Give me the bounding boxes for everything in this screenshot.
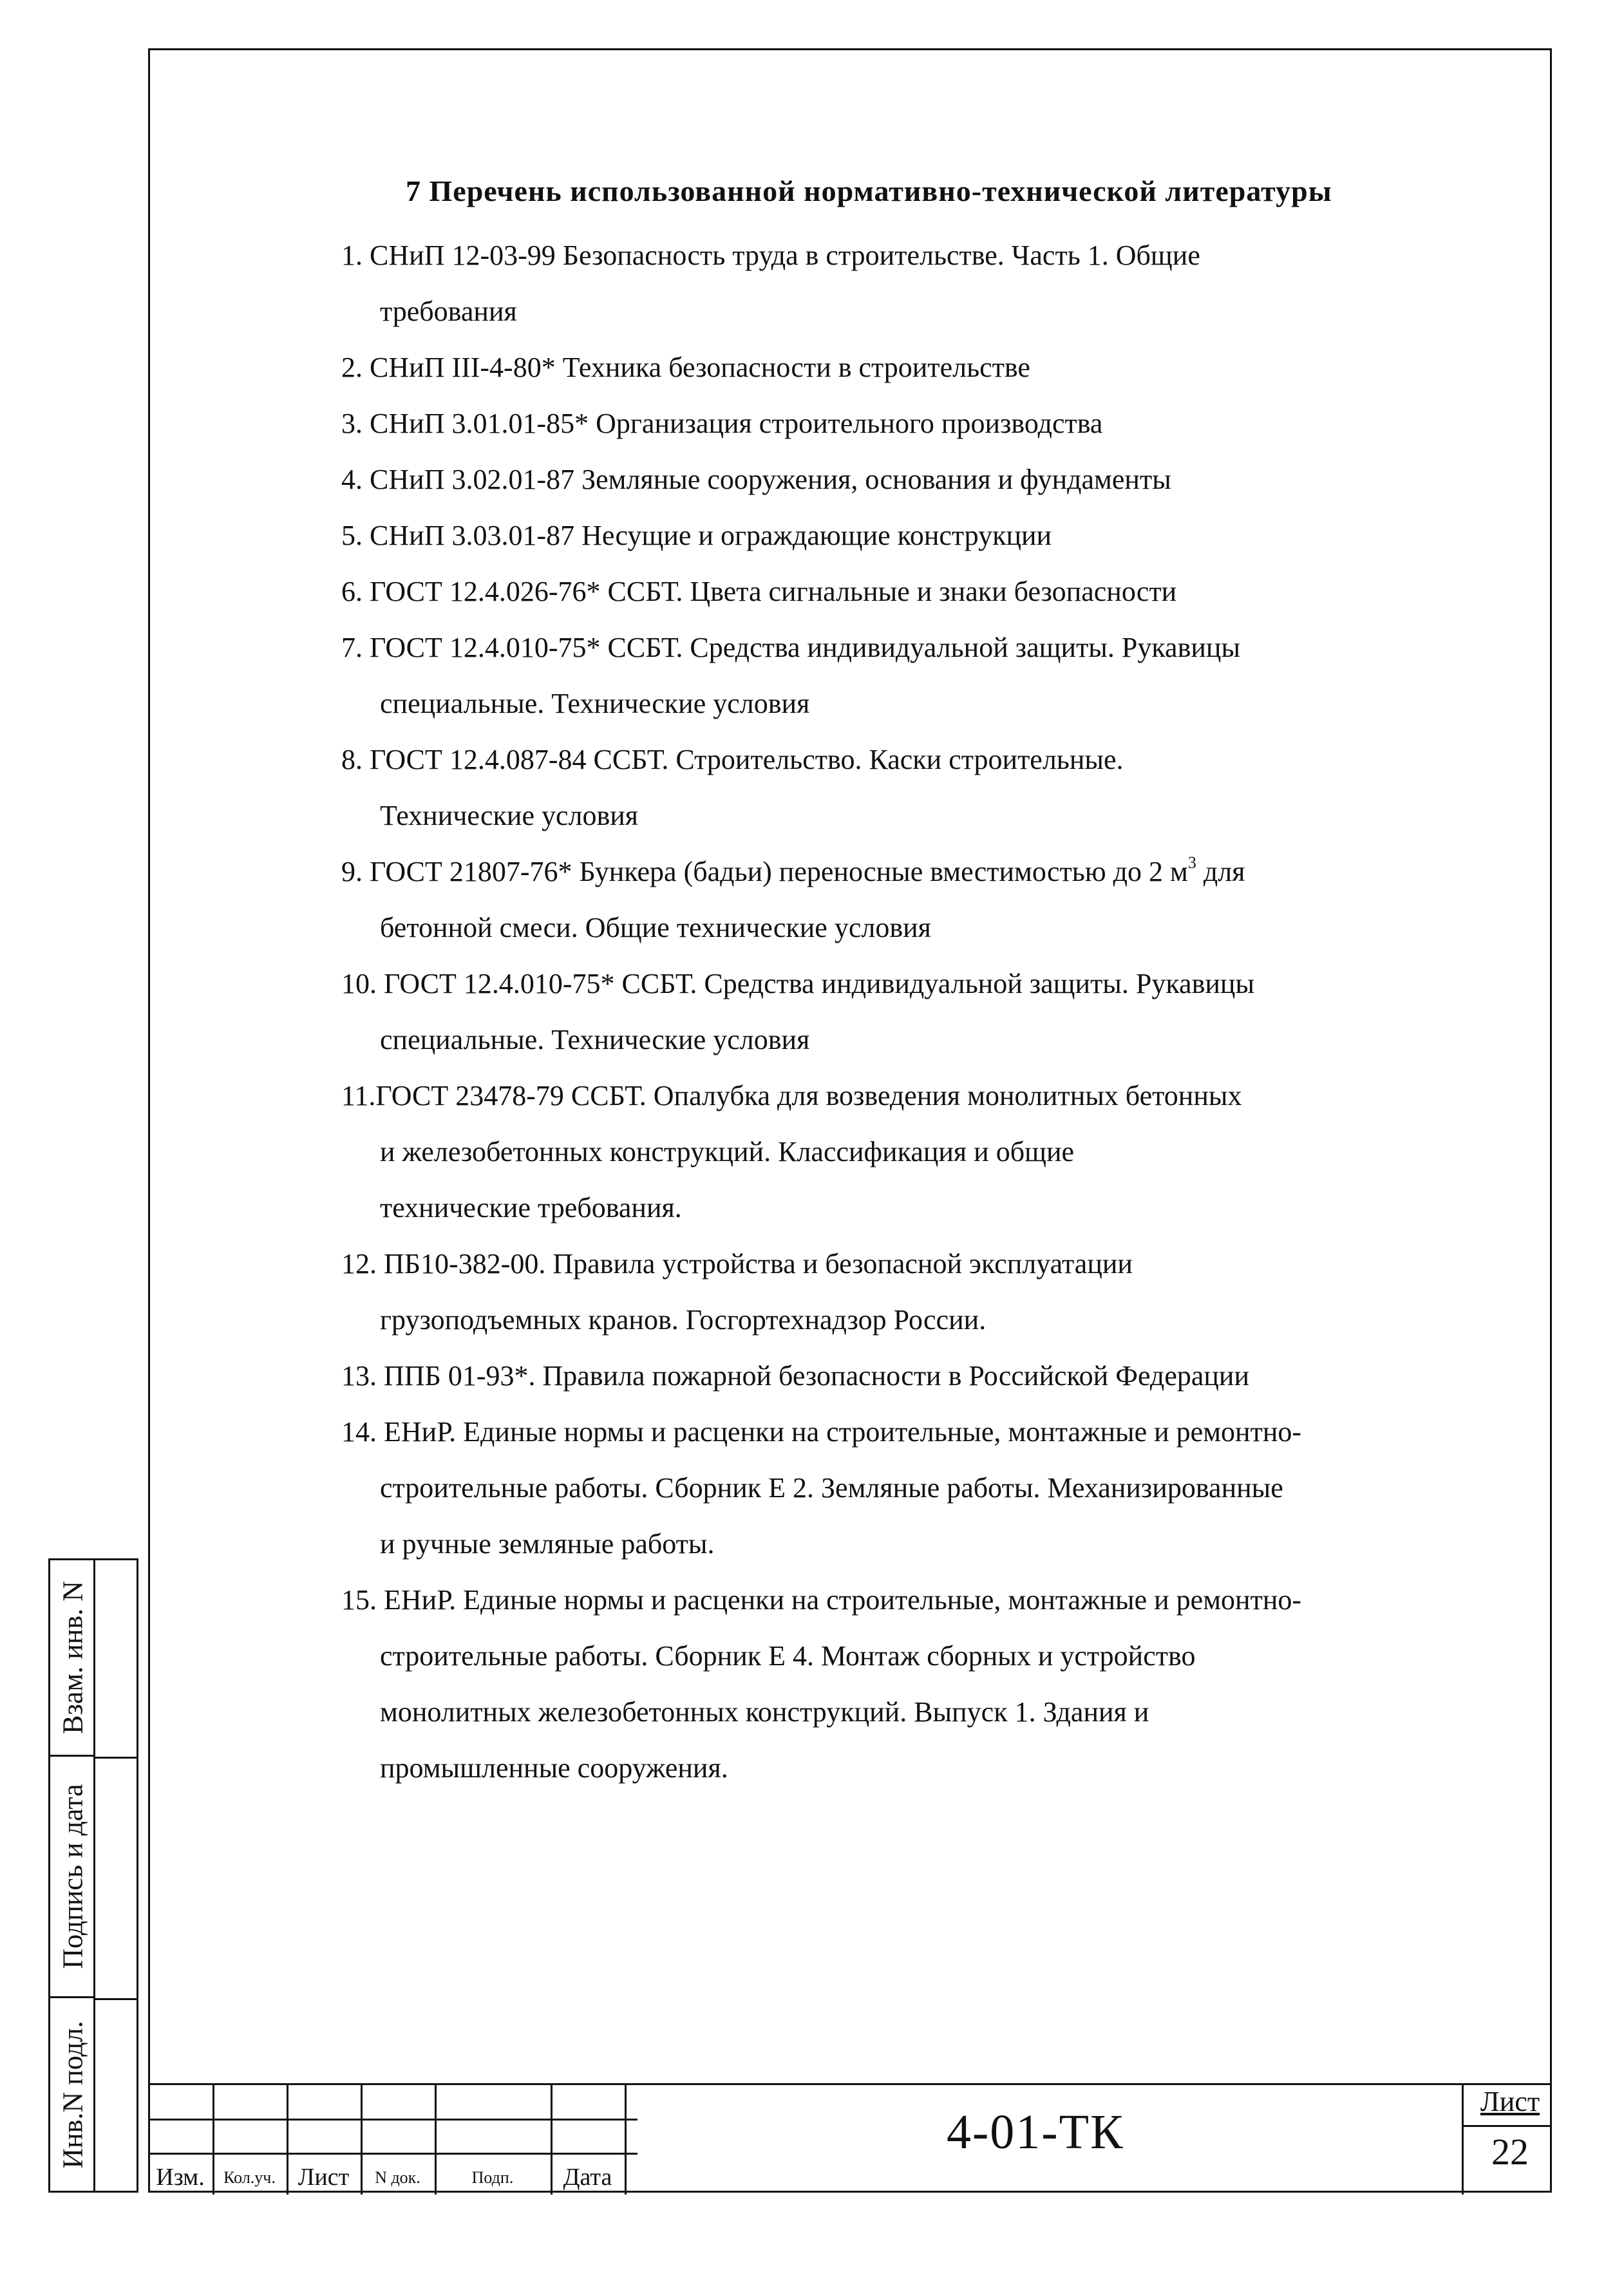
list-item-line: 4. СНиП 3.02.01-87 Земляные сооружения, основания и фундаменты [341,464,1171,495]
list-item [341,1572,1500,1796]
document-code: 4-01-ТК [947,2105,1124,2159]
col-podp: Подп. [471,2168,514,2187]
list-item-continuation: специальные. Технические условия [380,1024,810,1055]
list-item-continuation: и железобетонных конструкций. Классификация и общие [380,1136,1075,1167]
side-stamp-divider [95,1998,138,2000]
title-block-col-line [1462,2085,1464,2195]
list-item-continuation: строительные работы. Сборник Е 2. Земляные работы. Механизированные [380,1472,1283,1504]
list-item [341,507,1500,563]
list-item-line: 3. СНиП 3.01.01-85* Организация строительного производства [341,408,1103,439]
list-item-line: 11.ГОСТ 23478-79 ССБТ. Опалубка для возведения монолитных бетонных [341,1080,1242,1111]
list-item-continuation: и ручные земляные работы. [380,1528,715,1560]
list-item [341,339,1500,395]
document-body [341,174,1500,1796]
list-item-line: 12. ПБ10-382-00. Правила устройства и безопасной эксплуатации [341,1248,1133,1280]
list-item-continuation: технические требования. [380,1192,682,1224]
list-item-line: 9. ГОСТ 21807-76* Бункера (бадьи) переносные вместимостью до 2 $м^3$ для [341,853,1245,887]
list-item-continuation: монолитных железобетонных конструкций. Выпуск 1. Здания и [380,1696,1149,1728]
col-kol-uch: Кол.уч. [223,2168,276,2187]
title-block-row-line [148,2119,637,2121]
title-block [148,2083,1552,2193]
section-title: 7 Перечень использованной нормативно-технической литературы [406,175,1332,207]
superscript: 3 [1187,853,1196,872]
list-item-continuation: промышленные сооружения. [380,1752,728,1784]
title-block-col-line [625,2085,627,2195]
list-item-line: 15. ЕНиР. Единые нормы и расценки на строительные, монтажные и ремонтно- [341,1584,1302,1616]
list-item-continuation: строительные работы. Сборник Е 4. Монтаж сборных и устройство [380,1640,1196,1672]
title-block-row-line [148,2153,637,2155]
list-item [341,1068,1500,1236]
list-item-line: 6. ГОСТ 12.4.026-76* ССБТ. Цвета сигнальные и знаки безопасности [341,576,1177,607]
podpis-data-cell [50,1757,95,1998]
list-item [341,1236,1500,1348]
list-item [341,563,1500,619]
list-item-line: 8. ГОСТ 12.4.087-84 ССБТ. Строительство. Каски строительные. [341,744,1124,775]
list-item-line: 14. ЕНиР. Единые нормы и расценки на строительные, монтажные и ремонтно- [341,1416,1302,1448]
col-izm: Изм. [156,2164,205,2191]
col-data: Дата [563,2164,612,2191]
list-item-line: 7. ГОСТ 12.4.010-75* ССБТ. Средства индивидуальной защиты. Рукавицы [341,632,1241,663]
reference-list [341,227,1500,1796]
list-item [341,1404,1500,1572]
superscript-suffix: для [1196,856,1245,887]
list-item-continuation: специальные. Технические условия [380,688,810,719]
list-item-continuation: Технические условия [380,800,639,831]
list-item [341,956,1500,1068]
vzam-inv-cell [50,1560,95,1757]
list-item [341,844,1500,956]
podpis-data-label: Подпись и дата [57,1784,89,1969]
vzam-inv-label: Взам. инв. N [57,1581,89,1734]
list-item [341,395,1500,451]
inv-podl-label: Инв.N подл. [57,2020,89,2169]
col-n-dok: N док. [375,2168,420,2187]
title-block-row-line [1462,2125,1552,2127]
side-stamp [48,1558,138,2193]
list-item-line: 5. СНиП 3.03.01-87 Несущие и ограждающие конструкции [341,520,1052,551]
list-item-line: 2. СНиП III-4-80* Техника безопасности в строительстве [341,352,1030,383]
list-item [341,619,1500,732]
col-list: Лист [297,2164,350,2191]
list-item-line: 1. СНиП 12-03-99 Безопасность труда в строительстве. Часть 1. Общие [341,240,1200,271]
list-item [341,732,1500,844]
list-item [341,227,1500,339]
sheet-number: 22 [1491,2131,1529,2173]
side-stamp-divider [95,1757,138,1759]
list-item-line: 13. ППБ 01-93*. Правила пожарной безопасности в Российской Федерации [341,1360,1250,1392]
list-item-line: 10. ГОСТ 12.4.010-75* ССБТ. Средства индивидуальной защиты. Рукавицы [341,968,1255,999]
list-item-continuation: бетонной смеси. Общие технические условия [380,912,931,943]
list-item [341,451,1500,507]
list-item-continuation: грузоподъемных кранов. Госгортехнадзор России. [380,1304,987,1336]
inv-podl-cell [50,1998,95,2191]
sheet-label: Лист [1480,2086,1540,2117]
list-item [341,1348,1500,1404]
side-stamp-labels [50,1560,95,2191]
list-item-continuation: требования [380,296,517,327]
